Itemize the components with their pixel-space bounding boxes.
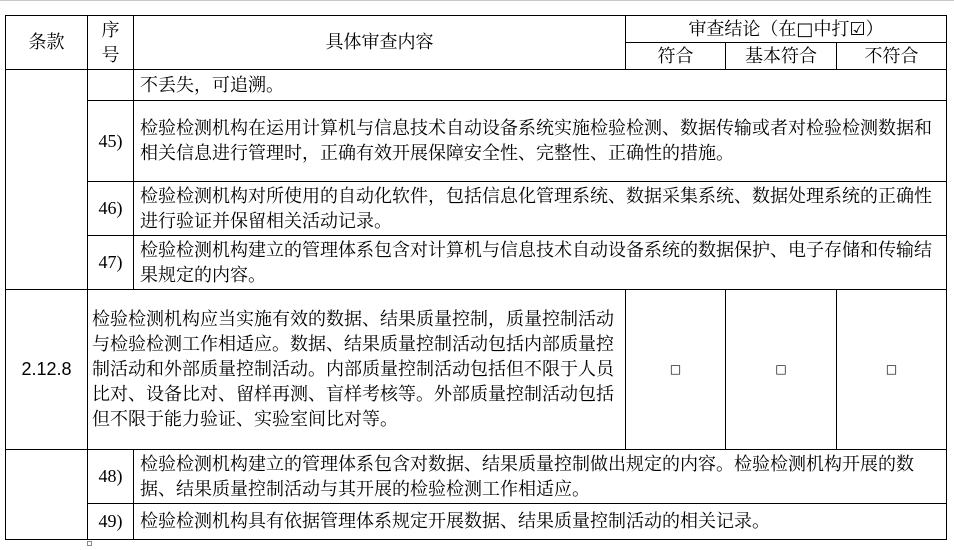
- item-seq: 49): [88, 504, 134, 540]
- review-table: [5, 15, 947, 540]
- item-row: [6, 504, 947, 540]
- item-seq: 47): [88, 236, 134, 290]
- header-not-conform: 不符合: [837, 43, 947, 70]
- clause-row: [6, 290, 947, 450]
- item-row: [6, 236, 947, 290]
- checkbox-not-conform[interactable]: □: [837, 290, 947, 450]
- page-top-border: [0, 0, 954, 1]
- item-text: 检验检测机构建立的管理体系包含对数据、结果质量控制做出规定的内容。检验检测机构开展的数据、结果质量控制活动与其开展的检验检测工作相适应。: [134, 450, 947, 504]
- clause-cell-empty: [6, 70, 88, 290]
- item-seq: 46): [88, 182, 134, 236]
- header-content: 具体审查内容: [134, 16, 626, 70]
- header-conclusion: 审查结论（在□中打☑）: [626, 16, 947, 43]
- clause-number: 2.12.8: [6, 290, 88, 450]
- item-row: [6, 70, 947, 101]
- item-row: [6, 450, 947, 504]
- item-text: 检验检测机构具有依据管理体系规定开展数据、结果质量控制活动的相关记录。: [134, 504, 947, 540]
- item-row: [6, 101, 947, 182]
- item-seq: 48): [88, 450, 134, 504]
- header-seq-line2: 号: [101, 44, 120, 66]
- item-text: 检验检测机构对所使用的自动化软件，包括信息化管理系统、数据采集系统、数据处理系统的正确性进行验证并保留相关活动记录。: [134, 182, 947, 236]
- item-text: 检验检测机构在运用计算机与信息技术自动设备系统实施检验检测、数据传输或者对检验检测数据和相关信息进行管理时，正确有效开展保障安全性、完整性、正确性的措施。: [134, 101, 947, 182]
- item-seq: 45): [88, 101, 134, 182]
- header-basic-conform: 基本符合: [726, 43, 837, 70]
- item-seq: [88, 70, 134, 101]
- paragraph-end-mark: [87, 541, 92, 546]
- checkbox-basic-conform[interactable]: □: [726, 290, 837, 450]
- clause-cell-empty: [6, 450, 88, 540]
- header-seq-line1: 序: [101, 19, 120, 41]
- clause-text: 检验检测机构应当实施有效的数据、结果质量控制，质量控制活动与检验检测工作相适应。数据、结果质量控制活动包括内部质量控制活动和外部质量控制活动。内部质量控制活动包括但不限于人员比对、设备比对、留样再测、盲样考核等。外部质量控制活动包括但不限于能力验证、实验室间比对等。: [88, 290, 626, 450]
- checkbox-conform[interactable]: □: [626, 290, 726, 450]
- header-seq: [88, 16, 134, 70]
- item-row: [6, 182, 947, 236]
- header-row-top: [6, 16, 947, 43]
- item-text: 检验检测机构建立的管理体系包含对计算机与信息技术自动设备系统的数据保护、电子存储和传输结果规定的内容。: [134, 236, 947, 290]
- item-text: 不丢失，可追溯。: [134, 70, 947, 101]
- header-clause: 条款: [6, 16, 88, 70]
- header-conform: 符合: [626, 43, 726, 70]
